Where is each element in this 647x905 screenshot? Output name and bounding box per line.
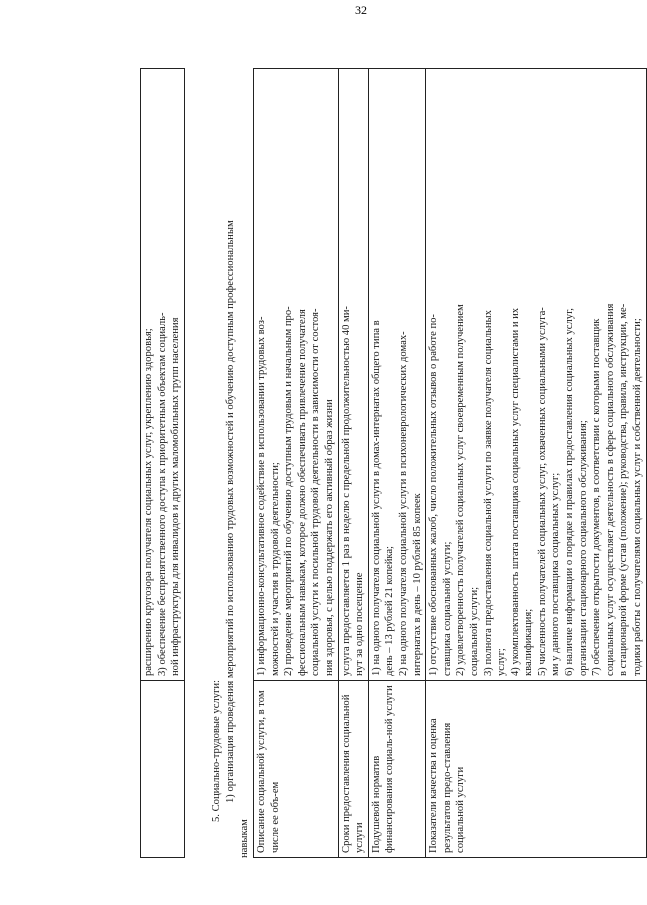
text-line: 7) обеспечение открытости документов, в соответствии с которыми поставщик (591, 318, 603, 676)
table-row (368, 69, 425, 858)
service-table (253, 68, 647, 858)
text-line: 6) наличие информации о порядке и правилах предоставления социальных услуг, (564, 308, 576, 676)
text-line: 3) полнота предоставления социальной услуги по заявке получателя социальных (482, 310, 494, 676)
text-line: фессиональным навыкам, которое должно обеспечивать привлечение получателя (296, 309, 308, 676)
text-line: 2) проведение мероприятий по обучению доступным трудовым и начальным про- (283, 306, 295, 676)
row-content (368, 69, 425, 681)
text-line: 3) обеспечение беспрепятственного доступа к приоритетным объектам социаль- (156, 312, 168, 676)
row-content (338, 69, 368, 681)
text-line: 1) на одного получателя социальной услуги в домах-интернатах общего типа в (370, 320, 382, 676)
text-line: день – 13 рублей 21 копейка; (384, 546, 396, 676)
text-line: 2) на одного получателя социальной услуги в психоневрологических домах- (397, 331, 409, 676)
text-line: 4) укомплектованность штата поставщика социальных услуг специалистами и их (509, 307, 521, 676)
text-line: социальных услуг осуществляет деятельность в сфере социального обслуживания (604, 303, 616, 676)
table-row (338, 69, 368, 858)
text-line: организации стационарного социального обслуживания; (577, 420, 589, 676)
table-cell-empty (141, 681, 185, 858)
text-line: социальной услуги; (468, 586, 480, 676)
text-line: тодики работы с получателями социальных услуг и собственной деятельности; (632, 318, 644, 676)
text-line: квалификация; (523, 608, 535, 676)
text-line: в стационарной форме (устав (положение); руководства, правила, инструкции, ме- (618, 303, 630, 676)
section-subheading-continuation: навыкам (239, 819, 250, 858)
table-row (254, 69, 339, 858)
text-line: 1) отсутствие обоснованных жалоб, число положительных отзывов о работе по- (428, 314, 440, 676)
text-line: социальной услуги к посильной трудовой деятельности в зависимости от состоя- (310, 308, 322, 676)
text-line: услуга предоставляется 1 раз в неделю с предельной продолжительностью 40 ми- (340, 306, 352, 676)
row-label: Описание социальной услуги, в том числе ее объ-ем (254, 681, 339, 858)
text-line: 1) информационно-консультативное содействие в использовании трудовых воз- (256, 316, 267, 676)
rotated-content (140, 68, 644, 858)
text-line: ния здоровья, с целью поддержать его активный образ жизни (323, 399, 335, 676)
page-number: 32 (355, 3, 367, 17)
text-line: ставщика социальной услуги; (441, 541, 453, 676)
text-line: услуг; (496, 648, 508, 676)
top-table (140, 68, 185, 858)
row-label: Подушевой норматив финансирования социаль-ной услуги (368, 681, 425, 858)
text-line: 2) удовлетворенность получателей социальных услуг своевременным получением (455, 304, 467, 676)
section-subheading: 1) организация проведения мероприятий по использованию трудовых возможностей и обучению доступным профессиональным (225, 220, 236, 803)
row-content (254, 69, 339, 681)
text-line: интернатах в день – 10 рублей 85 копеек (411, 493, 423, 676)
row-content (426, 69, 647, 681)
text-line: нут за одно посещение (354, 572, 366, 676)
text-line: расширению кругозора получателя социальных услуг, укреплению здоровья; (143, 328, 154, 676)
text-line: ми у данного поставщика социальных услуг; (550, 472, 562, 676)
row-label: Показатели качества и оценка результатов предо-ставления социальной услуги (426, 681, 647, 858)
text-line: 5) численность получателей социальных услуг, охваченных социальными услуга- (536, 307, 548, 676)
table-row (426, 69, 647, 858)
table-cell (141, 69, 185, 681)
text-line: можностей и участия в трудовой деятельности; (269, 462, 281, 676)
table-row (141, 69, 185, 858)
section-heading: 5. Социально-трудовые услуги: (211, 680, 222, 822)
row-label: Сроки предоставления социальной услуги (338, 681, 368, 858)
text-line: ной инфраструктуры для инвалидов и других маломобильных групп населения (170, 317, 182, 676)
